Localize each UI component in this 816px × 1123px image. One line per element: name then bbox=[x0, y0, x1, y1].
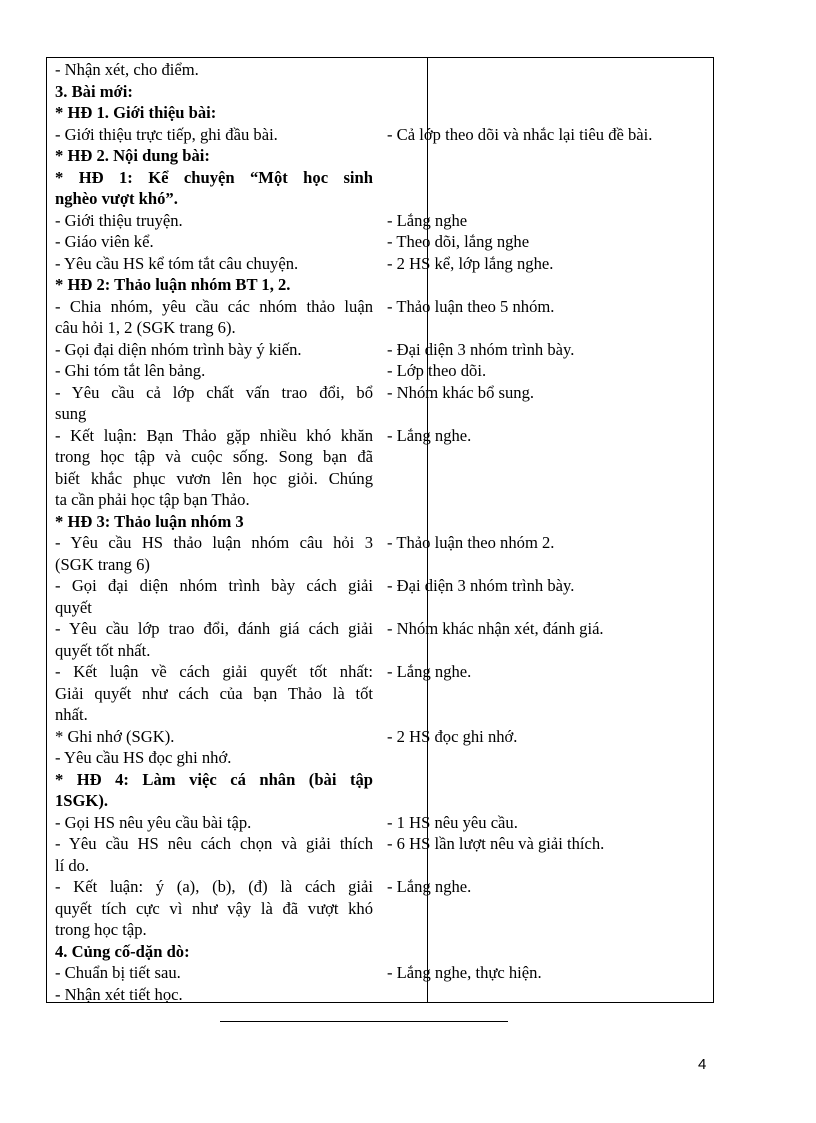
teacher-activity-line: nhất. bbox=[55, 705, 88, 724]
teacher-activity-line: trong học tập. bbox=[55, 920, 147, 939]
student-activity-line: - Đại diện 3 nhóm trình bày. bbox=[387, 576, 575, 595]
teacher-activity-line: - Chuẩn bị tiết sau. bbox=[55, 963, 181, 982]
teacher-activity-line: - Chia nhóm, yêu cầu các nhóm thảo luận bbox=[55, 296, 373, 316]
student-activity-line: - Thảo luận theo 5 nhóm. bbox=[387, 296, 555, 316]
student-activity-line: - Lắng nghe. bbox=[387, 662, 472, 681]
student-activity-line: - Đại diện 3 nhóm trình bày. bbox=[387, 339, 575, 359]
teacher-activity-line: * Ghi nhớ (SGK). bbox=[55, 726, 175, 746]
teacher-activity-line: sung bbox=[55, 404, 87, 423]
teacher-activity-line: - Nhận xét tiết học. bbox=[55, 984, 183, 1004]
teacher-activity-line: lí do. bbox=[55, 855, 90, 875]
teacher-activity-line: 1SGK). bbox=[55, 791, 109, 810]
teacher-activity-line: - Yêu cầu lớp trao đổi, đánh giá cách giải bbox=[55, 619, 373, 638]
teacher-activity-line: (SGK trang 6) bbox=[55, 554, 150, 574]
teacher-activity-line: quyết tốt nhất. bbox=[55, 640, 151, 660]
teacher-activity-line: 3. Bài mới: bbox=[55, 81, 133, 101]
student-activity-line: - Lớp theo dõi. bbox=[387, 361, 487, 380]
teacher-activity-line: * HĐ 1: Kể chuyện “Một học sinh bbox=[55, 167, 373, 187]
teacher-activity-line: - Yêu cầu HS đọc ghi nhớ. bbox=[55, 748, 232, 767]
teacher-activity-line: - Gọi đại diện nhóm trình bày ý kiến. bbox=[55, 339, 302, 359]
teacher-activity-line: - Gọi đại diện nhóm trình bày cách giải bbox=[55, 576, 373, 595]
teacher-activity-line: - Giới thiệu trực tiếp, ghi đầu bài. bbox=[55, 124, 278, 144]
teacher-activity-line: trong học tập và cuộc sống. Song bạn đã bbox=[55, 447, 373, 466]
teacher-activity-line: ta cần phải học tập bạn Thảo. bbox=[55, 490, 250, 509]
teacher-activity-line: - Kết luận: Bạn Thảo gặp nhiều khó khăn bbox=[55, 425, 373, 445]
student-activity-line: - 1 HS nêu yêu cầu. bbox=[387, 812, 518, 832]
teacher-activity-line: - Kết luận về cách giải quyết tốt nhất: bbox=[55, 662, 373, 681]
column-divider bbox=[427, 58, 428, 1002]
teacher-activity-line: - Gọi HS nêu yêu cầu bài tập. bbox=[55, 812, 252, 832]
teacher-activity-line: câu hỏi 1, 2 (SGK trang 6). bbox=[55, 318, 236, 337]
page-number: 4 bbox=[698, 1056, 707, 1073]
student-activity-line: - Cả lớp theo dõi và nhắc lại tiêu đề bài. bbox=[387, 124, 653, 144]
student-activity-line: - Lắng nghe, thực hiện. bbox=[387, 963, 542, 982]
teacher-activity-line: nghèo vượt khó”. bbox=[55, 189, 178, 208]
student-activity-line: - Nhóm khác bổ sung. bbox=[387, 382, 535, 402]
teacher-activity-line: * HĐ 2: Thảo luận nhóm BT 1, 2. bbox=[55, 275, 291, 294]
teacher-activity-line: * HĐ 3: Thảo luận nhóm 3 bbox=[55, 511, 244, 531]
teacher-activity-line: quyết tích cực vì như vậy là đã vượt khó bbox=[55, 898, 373, 918]
teacher-activity-line: - Yêu cầu HS kể tóm tắt câu chuyện. bbox=[55, 253, 299, 273]
teacher-activity-line: - Nhận xét, cho điểm. bbox=[55, 60, 199, 79]
teacher-activity-line: - Ghi tóm tắt lên bảng. bbox=[55, 361, 206, 380]
teacher-activity-line: * HĐ 1. Giới thiệu bài: bbox=[55, 103, 217, 122]
lesson-plan-table bbox=[46, 57, 714, 1003]
teacher-activity-line: * HĐ 2. Nội dung bài: bbox=[55, 146, 210, 165]
teacher-activity-line: - Yêu cầu HS thảo luận nhóm câu hỏi 3 bbox=[55, 533, 373, 552]
teacher-activity-line: - Yêu cầu HS nêu cách chọn và giải thích bbox=[55, 834, 373, 853]
student-activity-line: - Nhóm khác nhận xét, đánh giá. bbox=[387, 619, 604, 638]
teacher-activity-line: - Kết luận: ý (a), (b), (đ) là cách giải bbox=[55, 877, 373, 896]
teacher-activity-line: - Yêu cầu cả lớp chất vấn trao đổi, bổ bbox=[55, 382, 373, 402]
teacher-activity-line: Giải quyết như cách của bạn Thảo là tốt bbox=[55, 683, 373, 703]
teacher-activity-line: - Giới thiệu truyện. bbox=[55, 210, 183, 230]
teacher-activity-line: * HĐ 4: Làm việc cá nhân (bài tập bbox=[55, 769, 373, 789]
student-activity-line: - 2 HS đọc ghi nhớ. bbox=[387, 726, 518, 746]
footer-rule bbox=[220, 1021, 508, 1022]
student-activity-line: - 2 HS kể, lớp lắng nghe. bbox=[387, 253, 554, 273]
student-activity-line: - 6 HS lần lượt nêu và giải thích. bbox=[387, 834, 605, 853]
student-activity-line: - Lắng nghe. bbox=[387, 425, 472, 445]
teacher-activity-line: biết khắc phục vươn lên học giỏi. Chúng bbox=[55, 468, 373, 488]
student-activity-line: - Thảo luận theo nhóm 2. bbox=[387, 533, 555, 552]
teacher-activity-line: - Giáo viên kể. bbox=[55, 232, 154, 251]
student-activity-line: - Theo dõi, lắng nghe bbox=[387, 232, 530, 251]
student-activity-line: - Lắng nghe bbox=[387, 210, 468, 230]
teacher-activity-line: 4. Củng cố-dặn dò: bbox=[55, 941, 190, 961]
student-activity-line: - Lắng nghe. bbox=[387, 877, 472, 896]
teacher-activity-line: quyết bbox=[55, 597, 92, 617]
